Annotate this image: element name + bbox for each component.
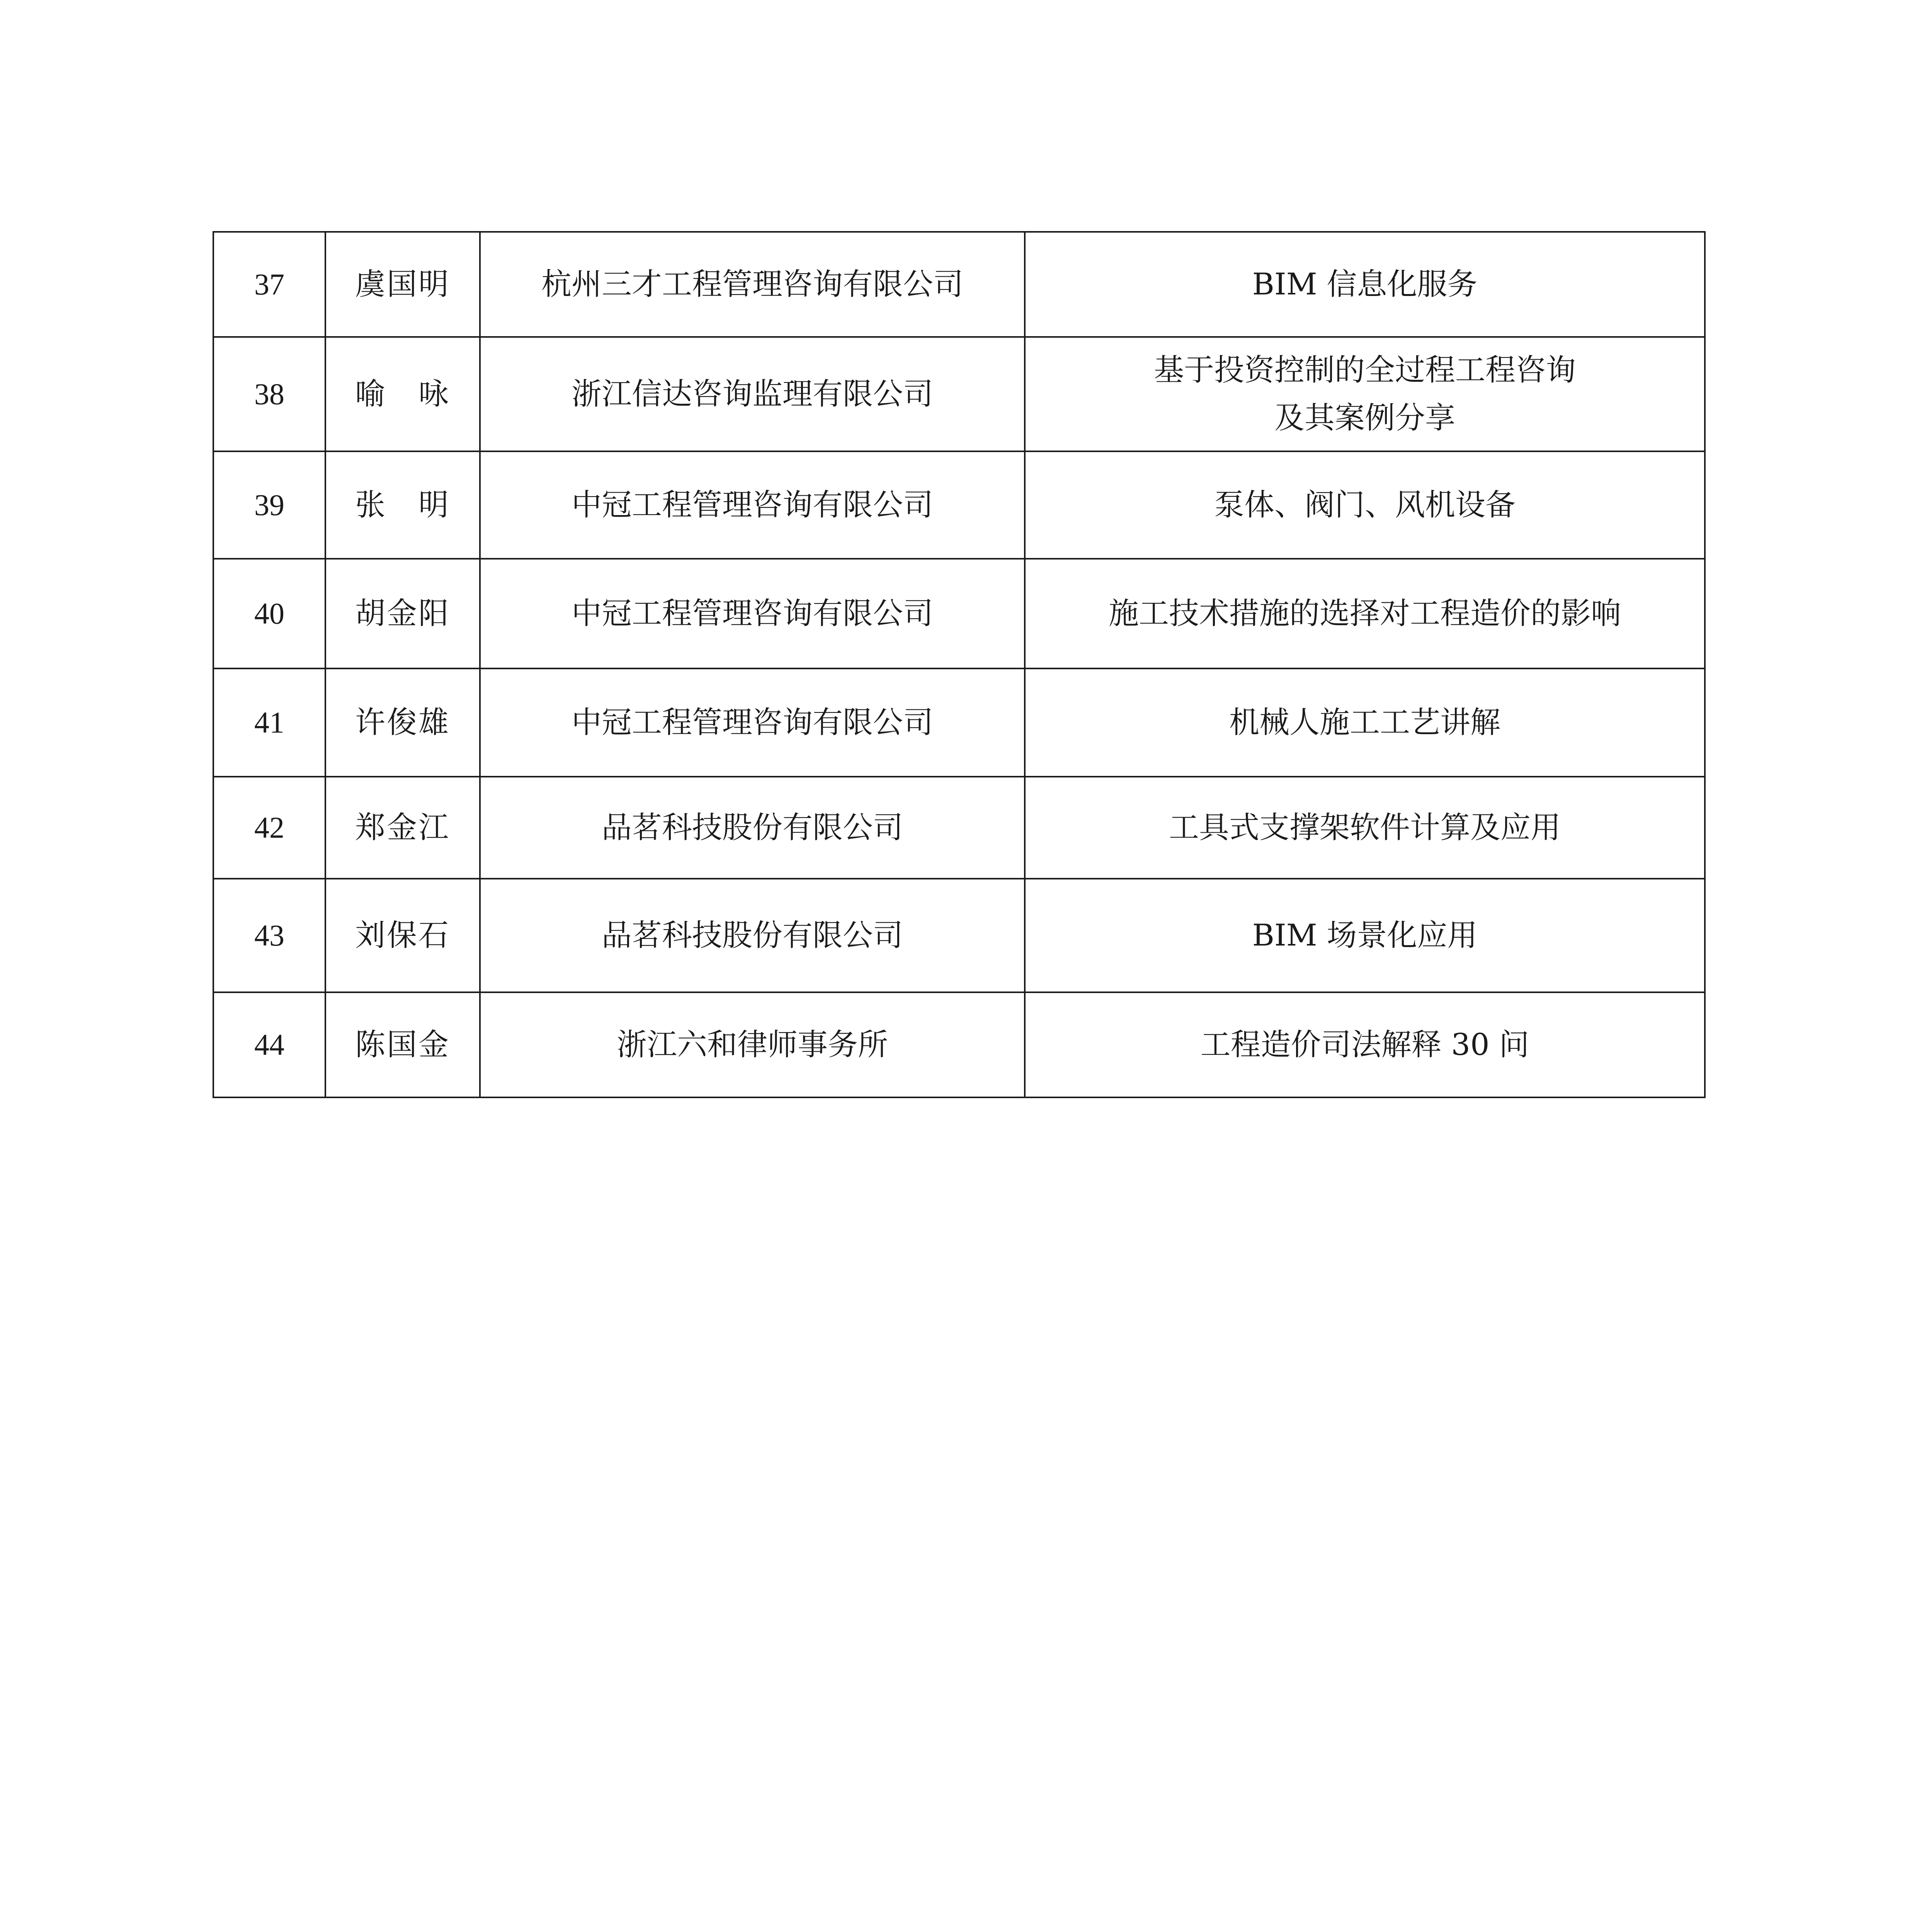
organization-cell: 品茗科技股份有限公司: [480, 879, 1025, 992]
speaker-table: [213, 231, 1706, 1098]
organization-cell: 中冠工程管理咨询有限公司: [480, 559, 1025, 668]
speaker-name-cell: 喻 咏: [325, 337, 480, 451]
table-row: [213, 668, 1705, 777]
topic-cell: BIM 场景化应用: [1025, 879, 1705, 992]
speaker-name-cell: 刘保石: [325, 879, 480, 992]
topic-cell: 泵体、阀门、风机设备: [1025, 451, 1705, 559]
table-row: [213, 777, 1705, 879]
table-row: [213, 232, 1705, 337]
row-number-cell: 39: [213, 451, 325, 559]
topic-cell: 机械人施工工艺讲解: [1025, 668, 1705, 777]
row-number-cell: 38: [213, 337, 325, 451]
row-number-cell: 44: [213, 992, 325, 1097]
row-number-cell: 37: [213, 232, 325, 337]
organization-cell: 杭州三才工程管理咨询有限公司: [480, 232, 1025, 337]
table-row: [213, 451, 1705, 559]
table-row: [213, 992, 1705, 1097]
speaker-name-cell: 郑金江: [325, 777, 480, 879]
speaker-name-cell: 陈国金: [325, 992, 480, 1097]
topic-cell: 工具式支撑架软件计算及应用: [1025, 777, 1705, 879]
row-number-cell: 40: [213, 559, 325, 668]
speaker-name-cell: 胡金阳: [325, 559, 480, 668]
topic-cell: 基于投资控制的全过程工程咨询 及其案例分享: [1025, 337, 1705, 451]
topic-cell: 施工技术措施的选择对工程造价的影响: [1025, 559, 1705, 668]
organization-cell: 浙江信达咨询监理有限公司: [480, 337, 1025, 451]
organization-cell: 品茗科技股份有限公司: [480, 777, 1025, 879]
topic-cell: 工程造价司法解释 30 问: [1025, 992, 1705, 1097]
row-number-cell: 42: [213, 777, 325, 879]
row-number-cell: 41: [213, 668, 325, 777]
topic-cell: BIM 信息化服务: [1025, 232, 1705, 337]
organization-cell: 浙江六和律师事务所: [480, 992, 1025, 1097]
row-number-cell: 43: [213, 879, 325, 992]
table-row: [213, 337, 1705, 451]
speaker-name-cell: 许俊雄: [325, 668, 480, 777]
table-row: [213, 559, 1705, 668]
organization-cell: 中冠工程管理咨询有限公司: [480, 451, 1025, 559]
speaker-name-cell: 张 明: [325, 451, 480, 559]
table-row: [213, 879, 1705, 992]
speaker-name-cell: 虞国明: [325, 232, 480, 337]
organization-cell: 中冠工程管理咨询有限公司: [480, 668, 1025, 777]
